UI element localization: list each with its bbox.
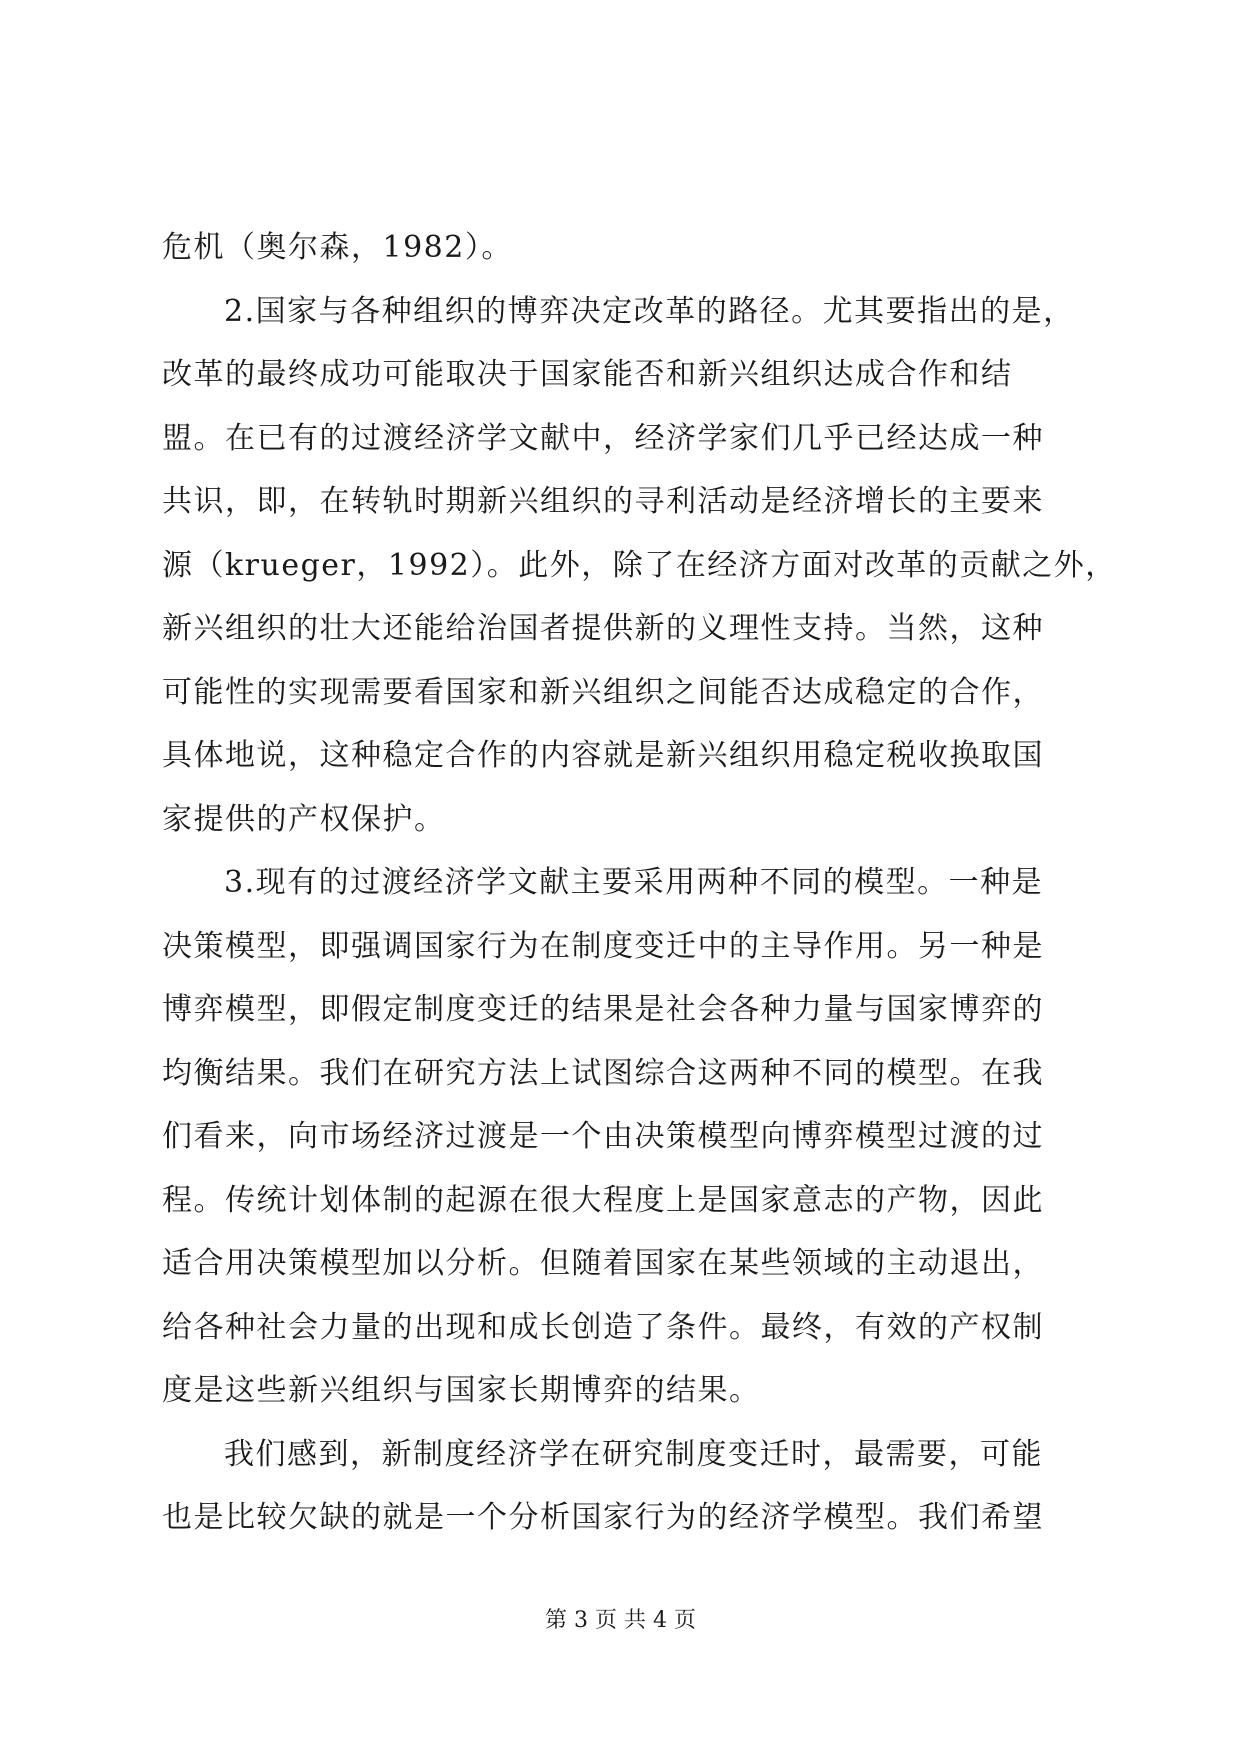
- text-line: 改革的最终成功可能取决于国家能否和新兴组织达成合作和结: [162, 357, 1013, 392]
- text-line: 给各种社会力量的出现和成长创造了条件。最终，有效的产权制: [162, 1309, 1044, 1345]
- text-line: 3.现有的过渡经济学文献主要采用两种不同的模型。一种是: [224, 865, 1044, 900]
- text-line: 新兴组织的壮大还能给治国者提供新的义理性支持。当然，这种: [162, 611, 1044, 646]
- text-line: 我们感到，新制度经济学在研究制度变迁时，最需要，可能: [224, 1436, 1043, 1472]
- text-line: 具体地说，这种稳定合作的内容就是新兴组织用稳定税收换取国: [162, 738, 1044, 773]
- text-line: 盟。在已有的过渡经济学文献中，经济学家们几乎已经达成一种: [162, 420, 1044, 456]
- text-line: 也是比较欠缺的就是一个分析国家行为的经济学模型。我们希望: [162, 1500, 1044, 1535]
- page-footer: 第 3 页 共 4 页: [545, 1608, 696, 1633]
- text-line: 共识，即，在转轨时期新兴组织的寻利活动是经济增长的主要来: [162, 484, 1044, 519]
- text-line: 家提供的产权保护。: [162, 801, 446, 837]
- text-line: 程。传统计划体制的起源在很大程度上是国家意志的产物，因此: [162, 1182, 1044, 1218]
- text-line: 适合用决策模型加以分析。但随着国家在某些领域的主动退出，: [162, 1246, 1044, 1281]
- text-line: 们看来，向市场经济过渡是一个由决策模型向博弈模型过渡的过: [162, 1119, 1044, 1154]
- text-line: 2.国家与各种组织的博弈决定改革的路径。尤其要指出的是，: [224, 293, 1075, 329]
- text-line: 危机（奥尔森，1982）。: [162, 230, 513, 265]
- document-body: [162, 230, 1117, 1564]
- text-line: 博弈模型，即假定制度变迁的结果是社会各种力量与国家博弈的: [162, 992, 1044, 1027]
- text-line: 均衡结果。我们在研究方法上试图综合这两种不同的模型。在我: [162, 1055, 1044, 1091]
- text-line: 可能性的实现需要看国家和新兴组织之间能否达成稳定的合作，: [162, 674, 1044, 710]
- text-line: 源（krueger，1992）。此外，除了在经济方面对改革的贡献之外，: [162, 547, 1117, 583]
- text-line: 决策模型，即强调国家行为在制度变迁中的主导作用。另一种是: [162, 928, 1044, 964]
- text-line: 度是这些新兴组织与国家长期博弈的结果。: [162, 1373, 761, 1408]
